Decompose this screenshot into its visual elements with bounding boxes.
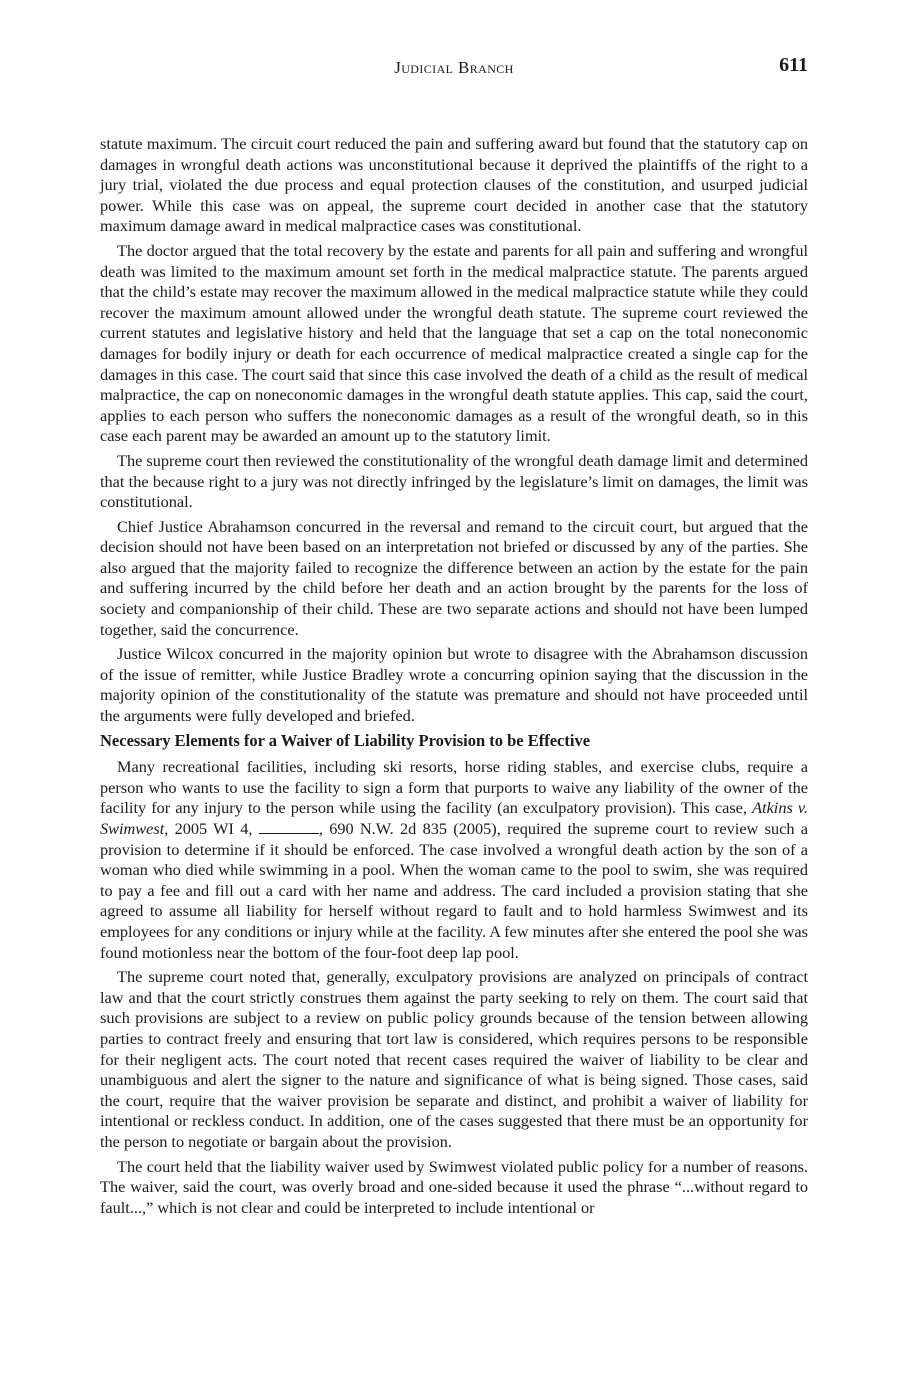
paragraph: Justice Wilcox concurred in the majority opinion but wrote to disagree with the Abrahamson discussion of the issue of remitter, while Justice Bradley wrote a concurring opinion saying that the discussion in the majority opinion of the constitutionality of the statute was premature and should not have proceeded until the arguments were fully developed and briefed.: [100, 644, 808, 726]
citation-part-b: , 690 N.W. 2d 835 (2005), required the supreme court to review such a provision to determine if it should be enforced. The case involved a wrongful death action by the son of a woman who died while swimming in a pool. When the woman came to the pool to swim, she was required to pay a fee and fill out a card with her name and address. The card included a provision stating that she agreed to assume all liability for herself without regard to fault and to hold harmless Swimwest and its employees for any conditions or injury while at the facility. A few minutes after she entered the pool she was found motionless near the bottom of the four-foot deep lap pool.: [100, 819, 808, 962]
section-heading: Necessary Elements for a Waiver of Liability Provision to be Effective: [100, 730, 591, 750]
body-text: [100, 134, 808, 1222]
citation-part-a: , 2005 WI 4,: [164, 819, 253, 838]
paragraph-continued: statute maximum. The circuit court reduced the pain and suffering award but found that the statutory cap on damages in wrongful death actions was unconstitutional because it deprived the plaintiffs of the right to a jury trial, violated the due process and equal protection clauses of the constitution, and usurped judicial power. While this case was on appeal, the supreme court decided in another case that the statutory maximum damage award in medical malpractice cases was constitutional.: [100, 134, 808, 236]
citation-blank: [259, 819, 319, 834]
running-title: Judicial Branch: [394, 58, 514, 77]
paragraph: Chief Justice Abrahamson concurred in the reversal and remand to the circuit court, but argued that the decision should not have been based on an interpretation not briefed or discussed by any of the parties. She also argued that the majority failed to recognize the difference between an action by the estate for the pain and suffering incurred by the child before her death and an action brought by the parents for the loss of society and companionship of their child. These are two separate actions and should not have been lumped together, said the concurrence.: [100, 516, 808, 639]
paragraph-waiver: [100, 757, 808, 963]
paragraph: The supreme court then reviewed the constitutionality of the wrongful death damage limit and determined that the because right to a jury was not directly infringed by the legislature’s limit on damages, the limit was constitutional.: [100, 450, 808, 512]
page-number: 611: [779, 54, 808, 76]
paragraph: The doctor argued that the total recovery by the estate and parents for all pain and suffering and wrongful death was limited to the maximum amount set forth in the medical malpractice statute. The parents argued that the child’s estate may recover the maximum allowed in the medical malpractice statute while they could recover the maximum amount allowed under the wrongful death statute. The supreme court reviewed the current statutes and legislative history and held that the language that set a cap on the total noneconomic damages for bodily injury or death for each occurrence of medical malpractice created a single cap for the damages in this case. The court said that since this case involved the death of a child as the result of medical malpractice, the cap on noneconomic damages in the wrongful death statute applies. This cap, said the court, applies to each person who suffers the noneconomic damages as a result of the wrongful death, so in this case each parent may be awarded an amount up to the statutory limit.: [100, 240, 808, 446]
paragraph: The supreme court noted that, generally, exculpatory provisions are analyzed on principals of contract law and that the court strictly construes them against the party seeking to rely on them. The court said that such provisions are subject to a review on public policy grounds because of the tension between allowing parties to contract freely and ensuring that tort law is considered, which requires persons to be responsible for their negligent acts. The court noted that recent cases required the waiver of liability to be clear and unambiguous and alert the signer to the nature and significance of what is being signed. Those cases, said the court, require that the waiver provision be separate and distinct, and prohibit a waiver of liability for intentional or reckless conduct. In addition, one of the cases suggested that there must be an opportunity for the person to negotiate or bargain about the provision.: [100, 967, 808, 1151]
case-name: Atkins v. Swimwest: [100, 798, 809, 838]
running-head: [100, 54, 808, 84]
waiver-text-start: Many recreational facilities, including ski resorts, horse riding stables, and exercise clubs, require a person who wants to use the facility to sign a form that purports to waive any liability of the owner of the facility for any injury to the person while using the facility (an exculpatory provision). This case,: [100, 757, 808, 818]
paragraph: The court held that the liability waiver used by Swimwest violated public policy for a number of reasons. The waiver, said the court, was overly broad and one-sided because it used the phrase “...without regard to fault...,” which is not clear and could be interpreted to include intentional or: [100, 1156, 808, 1217]
